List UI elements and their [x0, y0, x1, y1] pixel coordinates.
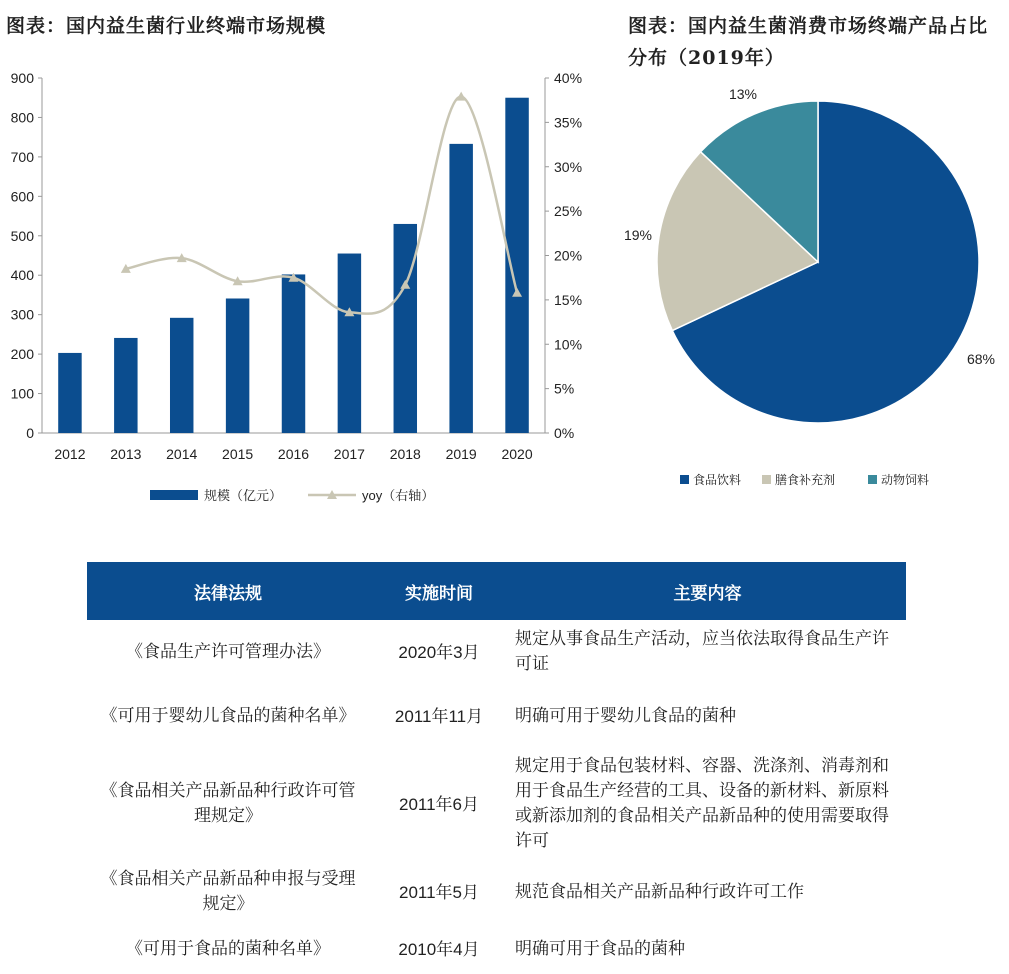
law-content: 规定用于食品包装材料、容器、洗涤剂、消毒剂和用于食品生产经营的工具、设备的新材料、新原料或新添加剂的食品相关产品新品种的使用需要取得许可: [515, 756, 889, 851]
pie-slice-label: 19%: [623, 227, 653, 243]
header-content: 主要内容: [509, 562, 906, 620]
table-row: [87, 748, 906, 860]
bar: [226, 298, 249, 433]
law-content: 明确可用于婴幼儿食品的菌种: [515, 705, 736, 726]
legend-swatch-bar: [150, 490, 198, 500]
law-name: 《可用于婴幼儿食品的菌种名单》: [100, 705, 356, 726]
y2-tick-label: 25%: [554, 203, 583, 220]
bar-line-chart: [0, 60, 600, 515]
pie-slice-label: 13%: [728, 86, 758, 102]
legend-label: 食品饮料: [693, 473, 742, 487]
y2-tick-label: 0%: [554, 425, 575, 441]
yoy-point: [456, 92, 466, 101]
y2-tick-label: 10%: [554, 336, 583, 353]
bar: [114, 338, 137, 433]
y-tick-label: 800: [10, 109, 34, 126]
law-date: 2011年11月: [394, 706, 484, 726]
x-tick-label: 2018: [389, 446, 421, 462]
law-name: 《可用于食品的菌种名单》: [126, 938, 330, 959]
x-tick-label: 2017: [333, 446, 365, 462]
y-tick-label: 900: [10, 70, 34, 86]
x-tick-label: 2012: [54, 446, 86, 462]
legend-label-bar: 规模（亿元）: [204, 488, 283, 503]
bar: [170, 318, 193, 433]
bar: [394, 224, 417, 433]
y2-tick-label: 20%: [554, 247, 583, 264]
bar: [58, 353, 81, 433]
law-content: 规范食品相关产品新品种行政许可工作: [515, 881, 804, 902]
pie-slice-label: 68%: [966, 351, 996, 367]
y2-tick-label: 40%: [554, 70, 583, 86]
legend-label: 动物饲料: [881, 473, 930, 487]
x-tick-label: 2020: [501, 446, 533, 462]
header-law: 法律法规: [87, 562, 369, 620]
legend-swatch: [762, 475, 771, 484]
law-date: 2011年5月: [398, 882, 479, 902]
x-tick-label: 2015: [222, 446, 254, 462]
table-header-row: [87, 562, 906, 620]
y2-tick-label: 5%: [554, 380, 575, 397]
y-tick-label: 200: [10, 346, 34, 363]
bar-chart-title: 图表：国内益生菌行业终端市场规模: [6, 15, 327, 37]
y2-tick-label: 35%: [554, 114, 583, 131]
y-tick-label: 700: [10, 148, 34, 165]
x-tick-label: 2019: [445, 446, 477, 462]
pie-chart: [600, 60, 1009, 515]
y-tick-label: 0: [26, 425, 34, 441]
bar: [282, 274, 305, 433]
law-date: 2011年6月: [398, 794, 479, 814]
y-tick-label: 500: [10, 227, 34, 244]
y2-tick-label: 15%: [554, 291, 583, 308]
y-tick-label: 400: [10, 267, 34, 284]
bar: [505, 98, 528, 433]
table-row: [87, 860, 906, 924]
header-date: 实施时间: [369, 562, 509, 620]
y-tick-label: 600: [10, 188, 34, 205]
y2-tick-label: 30%: [554, 158, 583, 175]
table-row: [87, 684, 906, 748]
legend-swatch: [868, 475, 877, 484]
law-content: 明确可用于食品的菌种: [515, 938, 685, 959]
table-row: [87, 620, 906, 684]
legend-label: 膳食补充剂: [775, 473, 836, 487]
legend-swatch: [680, 475, 689, 484]
law-date: 2010年4月: [398, 939, 480, 959]
law-name: 《食品生产许可管理办法》: [126, 641, 330, 662]
y-tick-label: 300: [10, 306, 34, 323]
x-tick-label: 2016: [277, 446, 310, 462]
x-tick-label: 2013: [110, 446, 142, 462]
law-date: 2020年3月: [398, 642, 480, 662]
law-name: 《食品相关产品新品种行政许可管理规定》: [100, 781, 356, 826]
law-content: 规定从事食品生产活动，应当依法取得食品生产许可证: [515, 629, 889, 674]
regulation-table: [87, 562, 906, 974]
legend-label-line: yoy（右轴）: [362, 488, 435, 503]
bar: [449, 144, 472, 433]
law-name: 《食品相关产品新品种申报与受理规定》: [100, 869, 356, 914]
pie-chart-title: 图表：国内益生菌消费市场终端产品占比分布（2019年）: [628, 15, 989, 69]
bar: [338, 254, 361, 433]
table-row: [87, 924, 906, 974]
y-tick-label: 100: [10, 385, 34, 402]
x-tick-label: 2014: [166, 446, 198, 462]
